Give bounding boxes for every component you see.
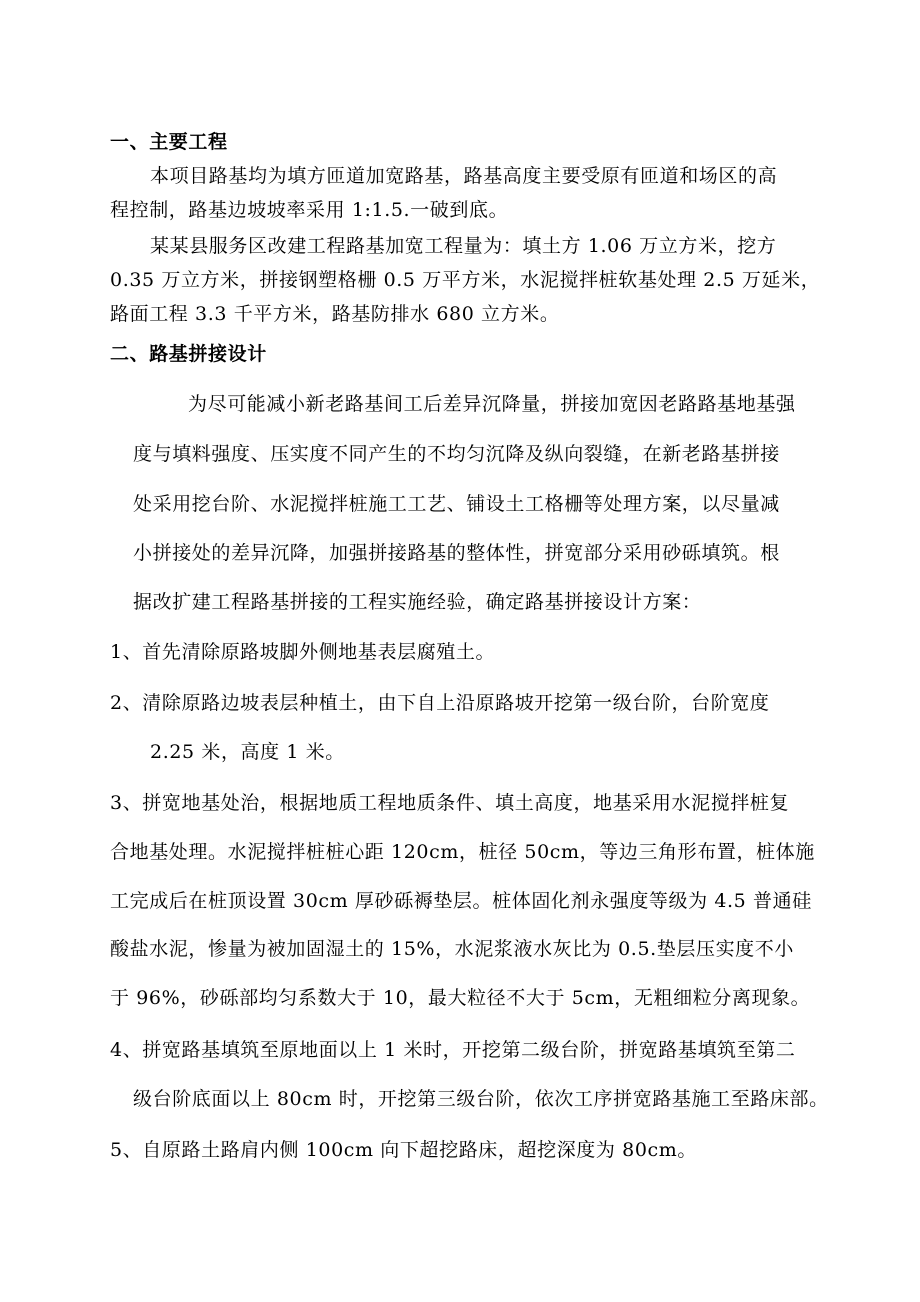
paragraph-line: 据改扩建工程路基拼接的工程实施经验，确定路基拼接设计方案： (133, 591, 702, 613)
list-item-continuation: 工完成后在桩顶设置 30cm 厚砂砾褥垫层。桩体固化剂永强度等级为 4.5 普通硅 (110, 890, 812, 912)
list-item: 5、自原路土路肩内侧 100cm 向下超挖路床，超挖深度为 80cm。 (110, 1139, 697, 1161)
list-item: 2、清除原路边坡表层种植土，由下自上沿原路坡开挖第一级台阶，台阶宽度 (110, 692, 770, 714)
list-item-continuation: 于 96%，砂砾部均匀系数大于 10，最大粒径不大于 5cm，无粗细粒分离现象。 (110, 987, 811, 1009)
paragraph-line: 本项目路基均为填方匝道加宽路基，路基高度主要受原有匝道和场区的高 (150, 165, 778, 187)
list-item-continuation: 2.25 米，高度 1 米。 (150, 741, 345, 763)
list-item-continuation: 级台阶底面以上 80cm 时，开挖第三级台阶，依次工序拼宽路基施工至路床部。 (133, 1088, 829, 1110)
list-item: 4、拼宽路基填筑至原地面以上 1 米时，开挖第二级台阶，拼宽路基填筑至第二 (110, 1039, 796, 1061)
list-item: 1、首先清除原路坡脚外侧地基表层腐殖土。 (110, 641, 496, 663)
paragraph-line: 某某县服务区改建工程路基加宽工程量为：填土方 1.06 万立方米，挖方 (150, 235, 777, 257)
list-item: 3、拼宽地基处治，根据地质工程地质条件、填土高度，地基采用水泥搅拌桩复 (110, 792, 790, 814)
paragraph-line: 0.35 万立方米，拼接钢塑格栅 0.5 万平方米，水泥搅拌桩软基处理 2.5 万延米， (110, 269, 821, 291)
list-item-continuation: 酸盐水泥，惨量为被加固湿土的 15%，水泥浆液水灰比为 0.5.垫层压实度不小 (110, 938, 794, 960)
paragraph-line: 处采用挖台阶、水泥搅拌桩施工工艺、铺设土工格栅等处理方案，以尽量减 (133, 493, 780, 515)
list-item-continuation: 合地基处理。水泥搅拌桩桩心距 120cm，桩径 50cm，等边三角形布置，桩体施 (110, 841, 815, 863)
section-heading-subgrade-splicing: 二、路基拼接设计 (110, 343, 267, 365)
section-heading-main-works: 一、主要工程 (110, 131, 228, 153)
paragraph-line: 度与填料强度、压实度不同产生的不均匀沉降及纵向裂缝，在新老路基拼接 (133, 443, 780, 465)
paragraph-line: 路面工程 3.3 千平方米，路基防排水 680 立方米。 (110, 303, 560, 325)
paragraph-line: 小拼接处的差异沉降，加强拼接路基的整体性，拼宽部分采用砂砾填筑。根 (133, 542, 780, 564)
paragraph-line: 为尽可能减小新老路基间工后差异沉降量，拼接加宽因老路路基地基强 (188, 393, 796, 415)
paragraph-line: 程控制，路基边坡坡率采用 1:1.5.一破到底。 (110, 199, 509, 221)
